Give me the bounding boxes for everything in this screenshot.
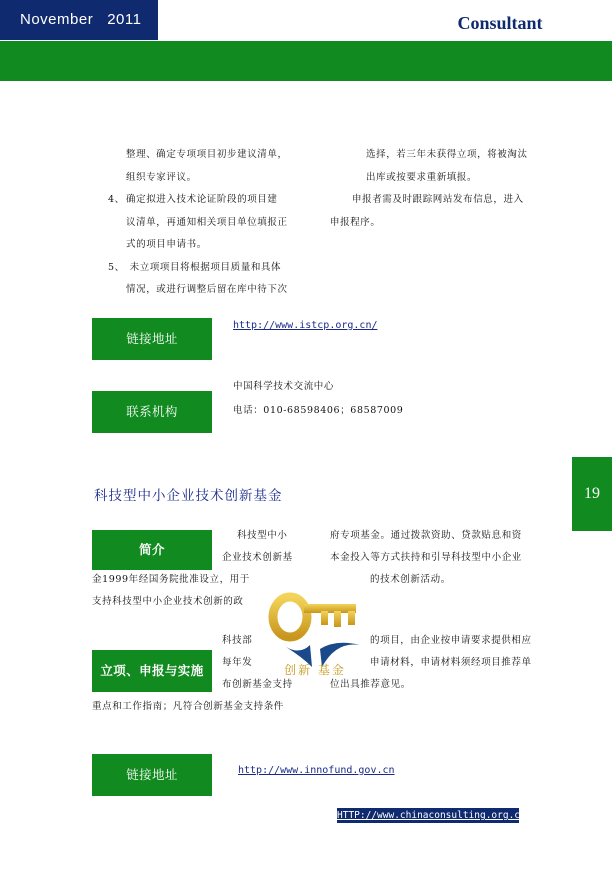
intro-label-box: 简介 bbox=[92, 530, 212, 570]
innofund-link[interactable]: http://www.innofund.gov.cn bbox=[238, 765, 395, 776]
intro-text: 府专项基金。通过拨款资助、贷款贴息和资 bbox=[330, 530, 522, 541]
intro-text: 支持科技型中小企业技术创新的政 bbox=[92, 596, 244, 607]
chinaconsulting-link[interactable]: HTTP://www.chinaconsulting.org.cn bbox=[337, 810, 526, 821]
page-number: 19 bbox=[572, 457, 612, 531]
intro-text: 企业技术创新基 bbox=[222, 552, 293, 563]
apply-text: 重点和工作指南；凡符合创新基金支持条件 bbox=[92, 701, 284, 712]
magazine-title: Consultant bbox=[457, 13, 543, 33]
list-line: 选择，若三年未获得立项，将被淘汰 bbox=[366, 149, 528, 160]
link-label-box: 链接地址 bbox=[92, 318, 212, 360]
contact-phone: 电话：010-68598406；68587009 bbox=[233, 405, 404, 416]
issue-date: November 2011 bbox=[0, 0, 158, 40]
apply-text: 科技部 bbox=[222, 635, 253, 646]
intro-text: 的技术创新活动。 bbox=[370, 574, 451, 585]
contact-org: 中国科学技术交流中心 bbox=[233, 381, 335, 392]
contact-label-box: 联系机构 bbox=[92, 391, 212, 433]
list-line: 申报者需及时跟踪网站发布信息，进入 bbox=[352, 194, 524, 205]
intro-text: 科技型中小 bbox=[237, 530, 288, 541]
right-column bbox=[330, 144, 550, 234]
logo-caption: 创新 基金 bbox=[284, 663, 346, 677]
apply-text: 每年发 bbox=[222, 657, 253, 668]
list-line: 5、 未立项项目将根据项目质量和具体 bbox=[108, 261, 282, 273]
left-column bbox=[108, 144, 288, 302]
list-line: 组织专家评议。 bbox=[126, 171, 197, 183]
apply-label-box: 立项、申报与实施 bbox=[92, 650, 212, 692]
istcp-link[interactable]: http://www.istcp.org.cn/ bbox=[233, 320, 378, 331]
section-title: 科技型中小企业技术创新基金 bbox=[94, 488, 283, 504]
apply-text: 申请材料，申请材料须经项目推荐单 bbox=[370, 657, 532, 668]
intro-text: 本金投入等方式扶持和引导科技型中小企业 bbox=[330, 552, 522, 563]
apply-text: 的项目，由企业按申请要求提供相应 bbox=[370, 635, 532, 646]
list-line: 申报程序。 bbox=[330, 216, 381, 228]
apply-text: 布创新基金支持 bbox=[222, 679, 293, 690]
list-line: 4、确定拟进入技术论证阶段的项目建 bbox=[108, 194, 278, 205]
intro-text: 金1999年经国务院批准设立，用于 bbox=[92, 574, 250, 585]
apply-text: 位出具推荐意见。 bbox=[330, 679, 411, 690]
list-line: 议清单，再通知相关项目单位填报正 bbox=[126, 216, 288, 228]
link-label-box: 链接地址 bbox=[92, 754, 212, 796]
list-line: 情况，或进行调整后留在库中待下次 bbox=[126, 284, 288, 295]
list-line: 出库或按要求重新填报。 bbox=[366, 171, 478, 183]
list-line: 式的项目申请书。 bbox=[126, 239, 207, 250]
header-band bbox=[0, 41, 612, 81]
list-line: 整理、确定专项项目初步建议清单， bbox=[126, 149, 288, 160]
